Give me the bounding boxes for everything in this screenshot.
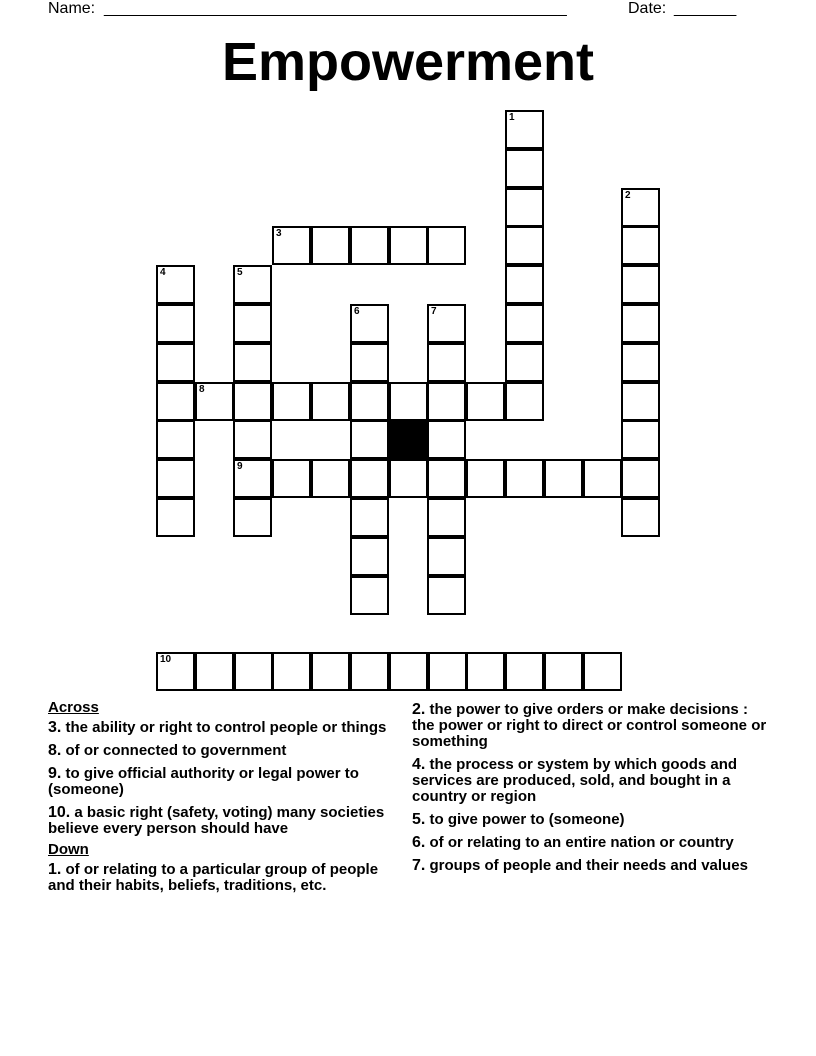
block-cell bbox=[389, 420, 428, 459]
clue-number: 10. bbox=[48, 804, 71, 821]
crossword-cell[interactable] bbox=[233, 498, 272, 537]
cell-number: 8 bbox=[199, 384, 205, 395]
crossword-cell[interactable] bbox=[156, 459, 195, 498]
crossword-cell[interactable] bbox=[350, 576, 389, 615]
crossword-cell[interactable] bbox=[621, 498, 660, 537]
clue-text: to give power to (someone) bbox=[429, 811, 625, 828]
crossword-cell[interactable] bbox=[233, 304, 272, 343]
crossword-cell[interactable] bbox=[544, 459, 583, 498]
across-clue-10 bbox=[48, 805, 400, 837]
crossword-cell[interactable] bbox=[583, 459, 622, 498]
cell-number: 6 bbox=[354, 306, 360, 317]
crossword-cell[interactable] bbox=[350, 304, 389, 343]
crossword-cell[interactable] bbox=[311, 226, 350, 265]
clue-text: a basic right (safety, voting) many societies believe every person should have bbox=[48, 804, 385, 837]
clue-number: 6. bbox=[412, 834, 426, 851]
crossword-cell[interactable] bbox=[195, 652, 234, 691]
crossword-cell[interactable] bbox=[466, 382, 505, 421]
clue-text: of or relating to an entire nation or country bbox=[429, 834, 734, 851]
down-clue-4 bbox=[412, 757, 772, 805]
crossword-cell[interactable] bbox=[621, 226, 660, 265]
clue-text: of or connected to government bbox=[65, 742, 287, 759]
crossword-cell[interactable] bbox=[156, 420, 195, 459]
crossword-cell[interactable] bbox=[505, 265, 544, 304]
cell-number: 3 bbox=[276, 228, 282, 239]
name-line[interactable]: ____________________________________________________ bbox=[104, 0, 567, 17]
crossword-cell[interactable] bbox=[505, 149, 544, 188]
across-heading: Across bbox=[48, 699, 99, 716]
crossword-cell[interactable] bbox=[427, 343, 466, 382]
crossword-cell[interactable] bbox=[350, 652, 389, 691]
crossword-cell[interactable] bbox=[466, 459, 505, 498]
clue-text: to give official authority or legal power to (someone) bbox=[48, 765, 359, 798]
cell-number: 4 bbox=[160, 267, 166, 278]
crossword-cell[interactable] bbox=[272, 459, 311, 498]
crossword-cell[interactable] bbox=[389, 226, 428, 265]
crossword-cell[interactable] bbox=[583, 652, 622, 691]
across-clue-3 bbox=[48, 720, 400, 736]
crossword-cell[interactable] bbox=[505, 343, 544, 382]
across-clue-8 bbox=[48, 743, 400, 759]
clue-number: 1. bbox=[48, 861, 62, 878]
crossword-cell[interactable] bbox=[272, 652, 311, 691]
down-clue-6 bbox=[412, 835, 772, 851]
crossword-cell[interactable] bbox=[156, 343, 195, 382]
crossword-cell[interactable] bbox=[427, 576, 466, 615]
crossword-cell[interactable] bbox=[427, 498, 466, 537]
crossword-cell[interactable] bbox=[544, 652, 583, 691]
crossword-cell[interactable] bbox=[621, 343, 660, 382]
clue-number: 9. bbox=[48, 765, 62, 782]
crossword-cell[interactable] bbox=[311, 652, 350, 691]
crossword-cell[interactable] bbox=[427, 537, 466, 576]
down-clue-1 bbox=[48, 862, 400, 894]
down-clue-5 bbox=[412, 812, 772, 828]
crossword-cell[interactable] bbox=[427, 420, 466, 459]
clue-text: of or relating to a particular group of people and their habits, beliefs, traditions, etc. bbox=[48, 861, 379, 894]
clue-text: the process or system by which goods and services are produced, sold, and bought in a country or region bbox=[412, 756, 738, 805]
crossword-cell[interactable] bbox=[195, 382, 234, 421]
crossword-cell[interactable] bbox=[621, 188, 660, 227]
crossword-cell[interactable] bbox=[621, 459, 660, 498]
clue-text: groups of people and their needs and values bbox=[429, 857, 748, 874]
crossword-cell[interactable] bbox=[621, 420, 660, 459]
crossword-cell[interactable] bbox=[505, 459, 544, 498]
crossword-cell[interactable] bbox=[350, 420, 389, 459]
clues-left-column bbox=[48, 700, 400, 901]
down-clue-7 bbox=[412, 858, 772, 874]
clue-number: 8. bbox=[48, 742, 62, 759]
clue-number: 2. bbox=[412, 701, 426, 718]
crossword-cell[interactable] bbox=[272, 226, 311, 265]
crossword-cell[interactable] bbox=[427, 226, 466, 265]
crossword-cell[interactable] bbox=[427, 459, 466, 498]
clues-right-column bbox=[412, 702, 772, 881]
down-clue-2 bbox=[412, 702, 772, 750]
clue-text: the power to give orders or make decisions : the power or right to direct or control someone or something bbox=[412, 701, 767, 750]
crossword-cell[interactable] bbox=[156, 498, 195, 537]
cell-number: 7 bbox=[431, 306, 437, 317]
cell-number: 2 bbox=[625, 190, 631, 201]
crossword-cell[interactable] bbox=[233, 382, 272, 421]
clue-number: 4. bbox=[412, 756, 426, 773]
crossword-cell[interactable] bbox=[350, 498, 389, 537]
crossword-cell[interactable] bbox=[311, 382, 350, 421]
crossword-cell[interactable] bbox=[233, 265, 272, 304]
cell-number: 9 bbox=[237, 461, 243, 472]
crossword-cell[interactable] bbox=[156, 304, 195, 343]
crossword-cell[interactable] bbox=[156, 265, 195, 304]
cell-number: 1 bbox=[509, 112, 515, 123]
across-clue-9 bbox=[48, 766, 400, 798]
crossword-cell[interactable] bbox=[389, 459, 428, 498]
crossword-cell[interactable] bbox=[350, 537, 389, 576]
crossword-cell[interactable] bbox=[505, 652, 544, 691]
crossword-cell[interactable] bbox=[505, 226, 544, 265]
crossword-cell[interactable] bbox=[389, 652, 428, 691]
date-label: Date: bbox=[628, 0, 667, 17]
crossword-cell[interactable] bbox=[427, 304, 466, 343]
clue-text: the ability or right to control people or things bbox=[65, 719, 387, 736]
crossword-cell[interactable] bbox=[621, 382, 660, 421]
crossword-cell[interactable] bbox=[350, 382, 389, 421]
down-heading: Down bbox=[48, 841, 89, 858]
crossword-cell[interactable] bbox=[505, 382, 544, 421]
crossword-cell[interactable] bbox=[350, 343, 389, 382]
crossword-cell[interactable] bbox=[272, 382, 311, 421]
crossword-cell[interactable] bbox=[311, 459, 350, 498]
crossword-cell[interactable] bbox=[427, 382, 466, 421]
crossword-cell[interactable] bbox=[233, 459, 272, 498]
cell-number: 5 bbox=[237, 267, 243, 278]
crossword-cell[interactable] bbox=[350, 226, 389, 265]
crossword-cell[interactable] bbox=[621, 304, 660, 343]
crossword-cell[interactable] bbox=[505, 188, 544, 227]
crossword-cell[interactable] bbox=[233, 343, 272, 382]
clue-number: 5. bbox=[412, 811, 426, 828]
crossword-cell[interactable] bbox=[505, 110, 544, 149]
crossword-cell[interactable] bbox=[389, 382, 428, 421]
crossword-cell[interactable] bbox=[234, 652, 273, 691]
crossword-cell[interactable] bbox=[156, 382, 195, 421]
clue-number: 7. bbox=[412, 857, 426, 874]
crossword-cell[interactable] bbox=[466, 652, 505, 691]
name-label: Name: bbox=[48, 0, 96, 17]
crossword-cell[interactable] bbox=[428, 652, 467, 691]
crossword-cell[interactable] bbox=[621, 265, 660, 304]
crossword-cell[interactable] bbox=[505, 304, 544, 343]
cell-number: 10 bbox=[160, 654, 172, 665]
clue-number: 3. bbox=[48, 719, 62, 736]
crossword-cell[interactable] bbox=[233, 420, 272, 459]
crossword-cell[interactable] bbox=[156, 652, 195, 691]
crossword-cell[interactable] bbox=[350, 459, 389, 498]
puzzle-title: Empowerment bbox=[221, 32, 595, 92]
date-line[interactable]: _______ bbox=[674, 0, 737, 17]
